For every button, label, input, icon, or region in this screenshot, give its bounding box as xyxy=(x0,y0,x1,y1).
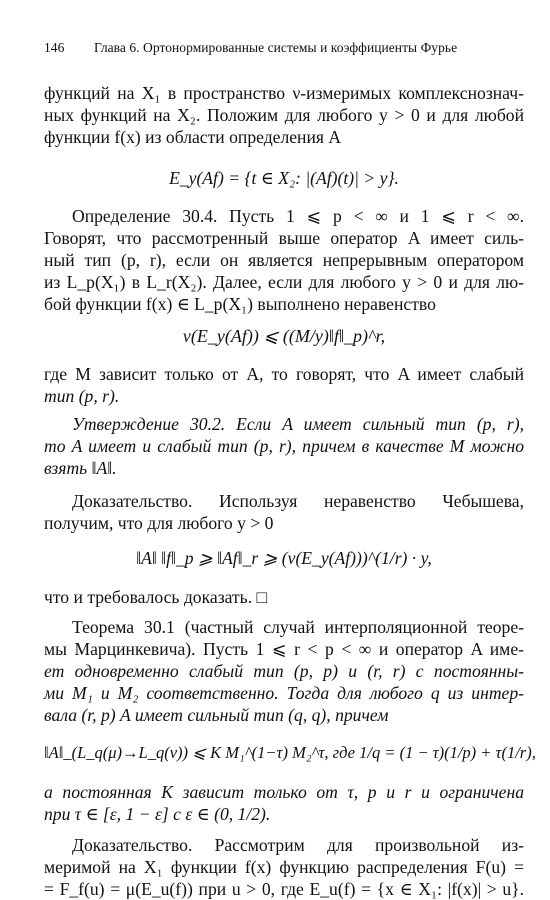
formula-level-set: E_y(Af) = {t ∈ X₂: |(Af)(t)| > y}. xyxy=(169,168,399,188)
text-line: функций на X₁ в пространство ν-измеримых комплекснознач- xyxy=(44,83,524,103)
theorem-heading: Теорема 30.1 (частный случай интерполяционной теоре- xyxy=(72,617,524,637)
text-line: из L_p(X₁) в L_r(X₂). Далее, если для любого y > 0 и для лю- xyxy=(44,272,524,292)
proof-heading: Доказательство. Рассмотрим для произвольной из- xyxy=(72,835,524,855)
running-header xyxy=(44,40,524,56)
text-line: а постоянная K зависит только от τ, p и r и ограничена xyxy=(44,782,524,802)
text-line: ми M₁ и M₂ соответственно. Тогда для любого q из интер- xyxy=(44,683,524,703)
text-line: = F_f(u) = μ(E_u(f)) при u > 0, где E_u(f) = {x ∈ X₁: |f(x)| > u}. xyxy=(44,879,524,899)
formula-chebyshev: ‖A‖ ‖f‖_p ⩾ ‖Af‖_r ⩾ (ν(E_y(Af)))^(1/r) · y, xyxy=(136,548,432,568)
running-title: Глава 6. Ортонормированные системы и коэффициенты Фурье xyxy=(94,40,458,55)
text-line: ных функций на X₂. Положим для любого y > 0 и для любой xyxy=(44,105,524,125)
text-line: мы Марцинкевича). Пусть 1 ⩽ r < p < ∞ и оператор A име- xyxy=(44,639,524,659)
text-line: вала (r, p) A имеет сильный тип (q, q), причем xyxy=(44,705,389,725)
text-line: что и требовалось доказать. □ xyxy=(44,587,268,607)
text-line: при τ ∈ [ε, 1 − ε] с ε ∈ (0, 1/2). xyxy=(44,804,271,824)
text-line: тип (p, r). xyxy=(44,386,120,406)
proof-end-line xyxy=(44,586,524,608)
definition-heading: Определение 30.4. Пусть 1 ⩽ p < ∞ и 1 ⩽ r < ∞. xyxy=(72,206,524,226)
formula-interpolation: ‖A‖_(L_q(μ)→L_q(ν)) ⩽ K M₁^(1−τ) M₂^τ, где 1/q = (1 − τ)(1/p) + τ(1/r), xyxy=(44,743,536,762)
text-line: то A имеет и слабый тип (p, r), причем в качестве M можно xyxy=(44,436,524,456)
text-line: бой функции f(x) ∈ L_p(X₁) выполнено неравенство xyxy=(44,294,436,314)
text-line: меримой на X₁ функции f(x) функцию распределения F(u) = xyxy=(44,857,524,877)
proof-heading: Доказательство. Используя неравенство Чебышева, xyxy=(72,491,524,511)
text-line: функции f(x) из области определения A xyxy=(44,127,342,147)
text-line: где M зависит только от A, то говорят, что A имеет слабый xyxy=(44,364,524,384)
text-line: получим, что для любого y > 0 xyxy=(44,513,274,533)
text-line: ет одновременно слабый тип (p, p) и (r, r) с постоянны- xyxy=(44,661,524,681)
text-line: Говорят, что рассмотренный выше оператор A имеет силь- xyxy=(44,228,524,248)
page-number: 146 xyxy=(44,40,65,55)
formula-weak-type: ν(E_y(Af)) ⩽ ((M/y)‖f‖_p)^r, xyxy=(182,326,386,346)
text-line: ный тип (p, r), если он является непрерывным оператором xyxy=(44,250,524,270)
text-line: взять ‖A‖. xyxy=(44,458,117,478)
statement-heading: Утверждение 30.2. Если A имеет сильный тип (p, r), xyxy=(72,414,524,434)
